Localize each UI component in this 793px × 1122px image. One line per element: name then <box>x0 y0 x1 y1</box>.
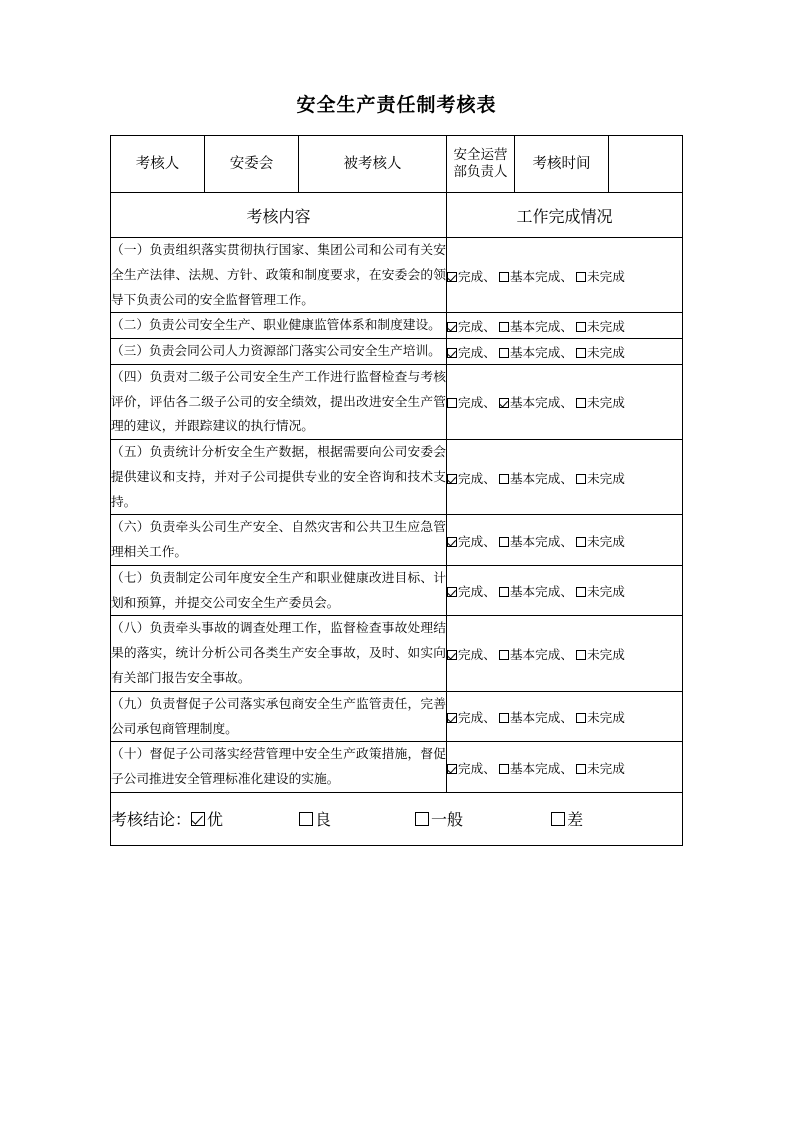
status-option-incomplete[interactable]: 未完成 <box>576 648 625 662</box>
checkbox-icon[interactable] <box>499 348 509 358</box>
checkbox-icon[interactable] <box>447 348 457 358</box>
conclusion-option-average[interactable]: 一般 <box>415 807 463 830</box>
status-option-mostly[interactable]: 基本完成 <box>499 270 560 284</box>
status-option-incomplete[interactable]: 未完成 <box>576 535 625 549</box>
status-option-complete[interactable]: 完成 <box>447 472 483 486</box>
table-row <box>111 742 683 793</box>
section-header-content: 考核内容 <box>111 193 447 238</box>
status-option-mostly[interactable]: 基本完成 <box>499 320 560 334</box>
checkbox-icon[interactable] <box>499 474 509 484</box>
item-status[interactable]: 完成、 基本完成、 未完成 <box>447 339 683 365</box>
checkbox-icon[interactable] <box>576 348 586 358</box>
item-status[interactable]: 完成、 基本完成、 未完成 <box>447 313 683 339</box>
checkbox-icon[interactable] <box>299 812 313 826</box>
status-option-mostly[interactable]: 基本完成 <box>499 535 560 549</box>
status-option-complete[interactable]: 完成 <box>447 396 483 410</box>
checkbox-icon[interactable] <box>576 713 586 723</box>
item-content: （一）负责组织落实贯彻执行国家、集团公司和公司有关安全生产法律、法规、方针、政策和制度要求，在安委会的领导下负责公司的安全监督管理工作。 <box>111 238 447 313</box>
header-cell-assessee: 被考核人 <box>299 136 447 193</box>
page-title: 安全生产责任制考核表 <box>296 95 497 116</box>
item-content: （五）负责统计分析安全生产数据，根据需要向公司安委会提供建议和支持，并对子公司提供专业的安全咨询和技术支持。 <box>111 440 447 515</box>
conclusion-row <box>111 792 683 845</box>
item-status[interactable]: 完成、 基本完成、 未完成 <box>447 440 683 515</box>
status-option-incomplete[interactable]: 未完成 <box>576 320 625 334</box>
status-option-mostly[interactable]: 基本完成 <box>499 711 560 725</box>
checkbox-icon[interactable] <box>499 272 509 282</box>
table-row <box>111 339 683 365</box>
status-option-mostly[interactable]: 基本完成 <box>499 346 560 360</box>
status-option-mostly[interactable]: 基本完成 <box>499 472 560 486</box>
status-option-mostly[interactable]: 基本完成 <box>499 585 560 599</box>
header-cell-assessor: 考核人 <box>111 136 205 193</box>
status-option-complete[interactable]: 完成 <box>447 535 483 549</box>
checkbox-icon[interactable] <box>576 764 586 774</box>
status-option-incomplete[interactable]: 未完成 <box>576 585 625 599</box>
status-option-incomplete[interactable]: 未完成 <box>576 346 625 360</box>
item-content: （二）负责公司安全生产、职业健康监管体系和制度建设。 <box>111 313 447 339</box>
item-status[interactable]: 完成、 基本完成、 未完成 <box>447 742 683 793</box>
table-row <box>111 364 683 439</box>
table-row <box>111 515 683 566</box>
checkbox-icon[interactable] <box>191 812 205 826</box>
checkbox-icon[interactable] <box>499 587 509 597</box>
status-option-incomplete[interactable]: 未完成 <box>576 472 625 486</box>
item-content: （九）负责督促子公司落实承包商安全生产监管责任，完善公司承包商管理制度。 <box>111 691 447 742</box>
checkbox-icon[interactable] <box>576 537 586 547</box>
checkbox-icon[interactable] <box>415 812 429 826</box>
checkbox-icon[interactable] <box>447 764 457 774</box>
status-option-incomplete[interactable]: 未完成 <box>576 270 625 284</box>
checkbox-icon[interactable] <box>447 537 457 547</box>
item-status[interactable]: 完成、 基本完成、 未完成 <box>447 364 683 439</box>
conclusion-option-good[interactable]: 良 <box>299 807 331 830</box>
section-header-status: 工作完成情况 <box>447 193 683 238</box>
status-option-incomplete[interactable]: 未完成 <box>576 396 625 410</box>
checkbox-icon[interactable] <box>576 272 586 282</box>
checkbox-icon[interactable] <box>499 650 509 660</box>
checkbox-icon[interactable] <box>499 322 509 332</box>
checkbox-icon[interactable] <box>499 764 509 774</box>
checkbox-icon[interactable] <box>447 474 457 484</box>
header-cell-date-value <box>609 136 683 193</box>
status-option-incomplete[interactable]: 未完成 <box>576 711 625 725</box>
item-status[interactable]: 完成、 基本完成、 未完成 <box>447 691 683 742</box>
status-option-mostly[interactable]: 基本完成 <box>499 762 560 776</box>
item-status[interactable]: 完成、 基本完成、 未完成 <box>447 616 683 691</box>
item-content: （六）负责牵头公司生产安全、自然灾害和公共卫生应急管理相关工作。 <box>111 515 447 566</box>
table-header-row <box>111 136 683 193</box>
table-row <box>111 440 683 515</box>
item-status[interactable]: 完成、 基本完成、 未完成 <box>447 565 683 616</box>
table-row <box>111 313 683 339</box>
item-content: （四）负责对二级子公司安全生产工作进行监督检查与考核评价，评估各二级子公司的安全绩效，提出改进安全生产管理的建议，并跟踪建议的执行情况。 <box>111 364 447 439</box>
table-row <box>111 691 683 742</box>
conclusion-label: 考核结论： <box>111 812 192 830</box>
checkbox-icon[interactable] <box>447 398 457 408</box>
status-option-complete[interactable]: 完成 <box>447 270 483 284</box>
item-content: （三）负责会同公司人力资源部门落实公司安全生产培训。 <box>111 339 447 365</box>
checkbox-icon[interactable] <box>576 398 586 408</box>
checkbox-icon[interactable] <box>447 322 457 332</box>
status-option-complete[interactable]: 完成 <box>447 346 483 360</box>
checkbox-icon[interactable] <box>447 650 457 660</box>
item-content: （十）督促子公司落实经营管理中安全生产政策措施，督促子公司推进安全管理标准化建设的实施。 <box>111 742 447 793</box>
conclusion-option-poor[interactable]: 差 <box>551 807 583 830</box>
item-status[interactable]: 完成、 基本完成、 未完成 <box>447 238 683 313</box>
conclusion-cell[interactable] <box>111 792 683 845</box>
header-cell-role: 安全运营部负责人 <box>447 136 515 193</box>
status-option-complete[interactable]: 完成 <box>447 320 483 334</box>
status-option-incomplete[interactable]: 未完成 <box>576 762 625 776</box>
checkbox-icon[interactable] <box>576 474 586 484</box>
checkbox-icon[interactable] <box>576 650 586 660</box>
checkbox-icon[interactable] <box>576 322 586 332</box>
checkbox-icon[interactable] <box>447 587 457 597</box>
checkbox-icon[interactable] <box>447 713 457 723</box>
status-option-complete[interactable]: 完成 <box>447 585 483 599</box>
checkbox-icon[interactable] <box>499 398 509 408</box>
checkbox-icon[interactable] <box>499 713 509 723</box>
header-cell-committee: 安委会 <box>205 136 299 193</box>
item-status[interactable]: 完成、 基本完成、 未完成 <box>447 515 683 566</box>
table-row <box>111 616 683 691</box>
header-cell-date-label: 考核时间 <box>515 136 609 193</box>
checkbox-icon[interactable] <box>576 587 586 597</box>
status-option-mostly[interactable]: 基本完成 <box>499 648 560 662</box>
checkbox-icon[interactable] <box>447 272 457 282</box>
checkbox-icon[interactable] <box>499 537 509 547</box>
status-option-mostly[interactable]: 基本完成 <box>499 396 560 410</box>
conclusion-option-excellent[interactable]: 优 <box>191 807 223 830</box>
table-section-row <box>111 193 683 238</box>
assessment-table <box>110 135 683 846</box>
table-row <box>111 238 683 313</box>
item-content: （八）负责牵头事故的调查处理工作，监督检查事故处理结果的落实，统计分析公司各类生产安全事故，及时、如实向有关部门报告安全事故。 <box>111 616 447 691</box>
status-option-complete[interactable]: 完成 <box>447 762 483 776</box>
status-option-complete[interactable]: 完成 <box>447 648 483 662</box>
item-content: （七）负责制定公司年度安全生产和职业健康改进目标、计划和预算，并提交公司安全生产委员会。 <box>111 565 447 616</box>
checkbox-icon[interactable] <box>551 812 565 826</box>
status-option-complete[interactable]: 完成 <box>447 711 483 725</box>
table-row <box>111 565 683 616</box>
